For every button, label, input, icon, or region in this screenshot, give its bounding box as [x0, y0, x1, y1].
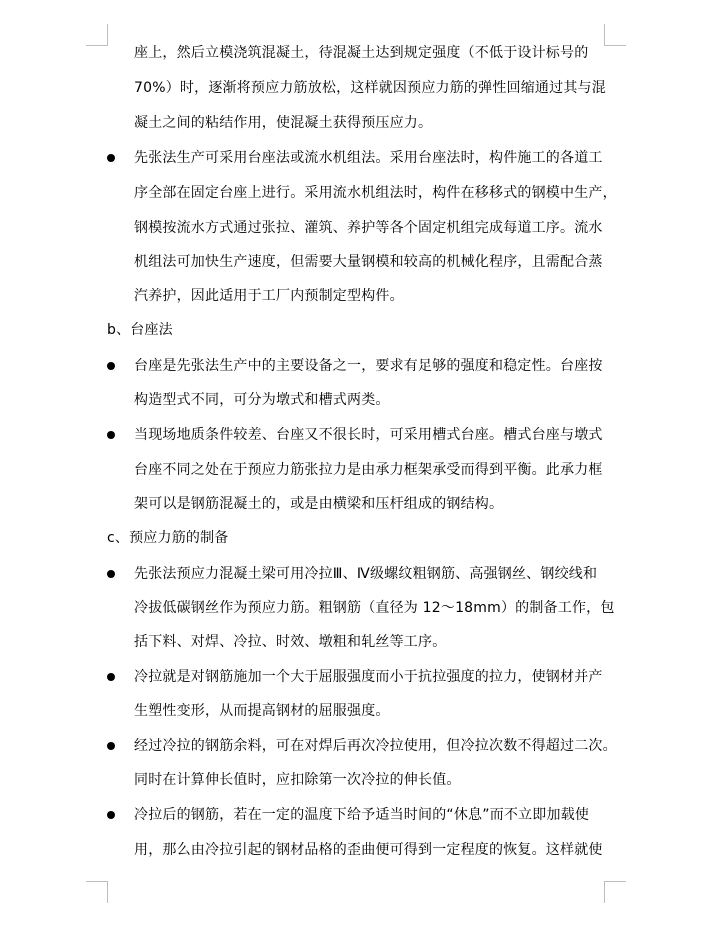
bullet-icon — [107, 811, 115, 819]
bullet-text-line: 构造型式不同，可分为墩式和槽式两类。 — [134, 392, 390, 408]
body-text-line: 70%）时，逐渐将预应力筋放松，这样就因预应力筋的弹性回缩通过其与混 — [134, 80, 606, 96]
bullet-text-line: 括下料、对焊、冷拉、时效、墩粗和轧丝等工序。 — [134, 634, 447, 650]
section-heading: c、预应力筋的制备 — [107, 530, 229, 546]
bullet-text-line: 冷拔低碳钢丝作为预应力筋。粗钢筋（直径为 12～18mm）的制备工作，包 — [134, 600, 615, 616]
bullet-text-line: 先张法预应力混凝土梁可用冷拉Ⅲ、Ⅳ级螺纹粗钢筋、高强钢丝、钢绞线和 — [134, 566, 598, 582]
bullet-icon — [107, 673, 115, 681]
bullet-text-line: 冷拉后的钢筋，若在一定的温度下给予适当时间的“休息”而不立即加载使 — [134, 807, 590, 823]
bullet-text-line: 冷拉就是对钢筋施加一个大于屈服强度而小于抗拉强度的拉力，使钢材并产 — [134, 669, 603, 685]
bullet-text-line: 当现场地质条件较差、台座又不很长时，可采用槽式台座。槽式台座与墩式 — [134, 427, 603, 443]
bullet-text-line: 台座不同之处在于预应力筋张拉力是由承力框架承受而得到平衡。此承力框 — [134, 462, 603, 478]
bullet-icon — [107, 154, 115, 162]
body-text-line: 凝土之间的粘结作用，使混凝土获得预压应力。 — [134, 115, 433, 131]
crop-mark-bottom-right-horizontal — [604, 881, 626, 882]
section-heading: b、台座法 — [107, 322, 173, 338]
bullet-text-line: 先张法生产可采用台座法或流水机组法。采用台座法时，构件施工的各道工 — [134, 150, 603, 166]
crop-mark-bottom-left-horizontal — [86, 881, 108, 882]
bullet-text-line: 经过冷拉的钢筋余料，可在对焊后再次冷拉使用，但冷拉次数不得超过二次。 — [134, 738, 617, 754]
bullet-text-line: 机组法可加快生产速度，但需要大量钢模和较高的机械化程序，且需配合蒸 — [134, 254, 603, 270]
bullet-text-line: 生塑性变形，从而提高钢材的屈服强度。 — [134, 703, 390, 719]
bullet-icon — [107, 570, 115, 578]
bullet-text-line: 用，那么由冷拉引起的钢材品格的歪曲便可得到一定程度的恢复。这样就使 — [134, 842, 603, 858]
body-text-line: 座上，然后立模浇筑混凝土，待混凝土达到规定强度（不低于设计标号的 — [134, 45, 589, 61]
crop-mark-top-left-horizontal — [86, 45, 108, 46]
crop-mark-top-left-vertical — [107, 24, 108, 46]
bullet-text-line: 同时在计算伸长值时，应扣除第一次冷拉的伸长值。 — [134, 772, 461, 788]
bullet-icon — [107, 431, 115, 439]
bullet-text-line: 钢模按流水方式通过张拉、灌筑、养护等各个固定机组完成每道工序。流水 — [134, 220, 603, 236]
bullet-text-line: 台座是先张法生产中的主要设备之一，要求有足够的强度和稳定性。台座按 — [134, 358, 603, 374]
bullet-text-line: 汽养护，因此适用于工厂内预制定型构件。 — [134, 288, 404, 304]
crop-mark-bottom-left-vertical — [107, 881, 108, 903]
crop-mark-bottom-right-vertical — [604, 881, 605, 903]
bullet-icon — [107, 362, 115, 370]
bullet-text-line: 架可以是钢筋混凝土的，或是由横梁和压杆组成的钢结构。 — [134, 496, 504, 512]
bullet-icon — [107, 742, 115, 750]
crop-mark-top-right-vertical — [604, 24, 605, 46]
crop-mark-top-right-horizontal — [604, 45, 626, 46]
bullet-text-line: 序全部在固定台座上进行。采用流水机组法时，构件在移移式的钢模中生产， — [134, 185, 617, 201]
